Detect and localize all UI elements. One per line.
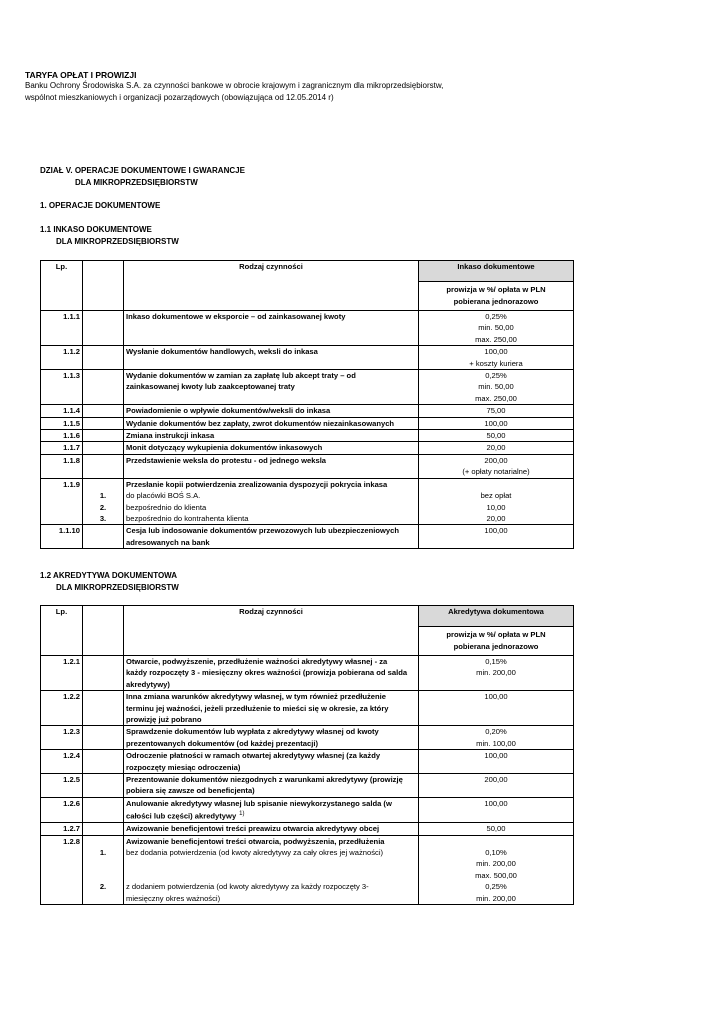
row-lp: 1.2.5: [41, 774, 83, 798]
row-fee: [419, 691, 574, 726]
text-line: 100,00: [484, 347, 508, 357]
row-lp: 1.1.10: [41, 525, 83, 549]
text-line: z dodaniem potwierdzenia (od kwoty akredytywy za każdy rozpoczęty 3-: [126, 882, 369, 892]
table-row: [41, 346, 574, 370]
row-sub: [83, 774, 124, 798]
row-sub-number: 2.: [83, 502, 124, 513]
text-line: 200,00: [484, 775, 508, 785]
text-line: Otwarcie, podwyższenie, przedłużenie ważności akredytywy własnej - za: [126, 657, 388, 666]
row-sub: [83, 454, 124, 478]
row-desc: [124, 726, 419, 750]
row-fee: [419, 442, 574, 454]
text-line: min. 50,00: [478, 323, 514, 333]
row-lp: 1.1.5: [41, 417, 83, 429]
col-desc-header: Rodzaj czynności: [124, 606, 419, 656]
row-sub-number: 1.: [83, 847, 124, 881]
text-line: Wysłanie dokumentów handlowych, weksli do inkasa: [126, 347, 318, 357]
row-fee: 20,00: [419, 513, 574, 525]
text-line: bez dodania potwierdzenia (od kwoty akredytywy za cały okres jej ważności): [126, 848, 384, 858]
text-line: max. 500,00: [475, 870, 517, 880]
text-line: (+ opłaty notarialne): [462, 467, 530, 477]
text-line: Cesja lub indosowanie dokumentów przewozowych lub ubezpieczeniowych: [126, 526, 399, 536]
row-sub: [83, 525, 124, 549]
text-line: max. 250,00: [475, 393, 517, 403]
row-desc: bezpośrednio do kontrahenta klienta: [124, 513, 419, 525]
row-lp: 1.1.4: [41, 405, 83, 417]
row-lp: 1.2.7: [41, 823, 83, 835]
row-fee: [419, 823, 574, 835]
row-desc: [124, 405, 419, 417]
row-fee: [419, 370, 574, 405]
tariff-subtitle-line-2: wspólnot mieszkaniowych i organizacji pozarządowych (obowiązująca od 12.05.2014 r): [25, 93, 334, 102]
row-desc: [124, 417, 419, 429]
text-line: Przedstawienie weksla do protestu - od jednego weksla: [126, 455, 327, 465]
row-fee: [419, 726, 574, 750]
row-desc: [124, 454, 419, 478]
row-lp: 1.1.7: [41, 442, 83, 454]
row-sub: [83, 835, 124, 847]
text-line: akredytywy): [126, 679, 170, 689]
row-desc: [124, 691, 419, 726]
text-line: rozpoczęty miesiąc odroczenia): [126, 762, 241, 772]
text-line: 200,00: [484, 455, 508, 465]
text-line: Inna zmiana warunków akredytywy własnej, w tym również przedłużenie: [126, 692, 386, 702]
table-row: [41, 726, 574, 750]
row-sub: [83, 656, 124, 691]
col-fee-header: Inkaso dokumentowe: [419, 261, 574, 282]
row-desc: [124, 346, 419, 370]
row-fee: [419, 405, 574, 417]
text-line: prowizję już pobrano: [126, 715, 202, 725]
row-lp: 1.2.4: [41, 750, 83, 774]
text-line: 100,00: [484, 526, 508, 536]
row-fee: [419, 346, 574, 370]
table-row: [41, 823, 574, 835]
text-line: Sprawdzenie dokumentów lub wypłata z akredytywy własnej od kwoty: [126, 727, 379, 737]
row-sub-number: 3.: [83, 513, 124, 525]
text-line: 100,00: [484, 418, 508, 428]
text-line: min. 200,00: [476, 893, 516, 903]
row-desc: [124, 656, 419, 691]
text-line: zainkasowanej kwoty lub zaakceptowanej traty: [126, 382, 295, 392]
text-line: Awizowanie beneficjentowi treści preawizu otwarcia akredytywy obcej: [126, 824, 380, 834]
col-lp-header: Lp.: [41, 606, 83, 656]
row-sub: [83, 346, 124, 370]
division-subtitle: DLA MIKROPRZEDSIĘBIORSTW: [75, 178, 198, 187]
row-lp: 1.2.3: [41, 726, 83, 750]
row-lp: 1.1.6: [41, 430, 83, 442]
row-desc: do placówki BOŚ S.A.: [124, 490, 419, 501]
col-fee-subheader: prowizja w %/ opłata w PLN pobierana jednorazowo: [419, 282, 574, 311]
text-line: Zmiana instrukcji inkasa: [126, 431, 215, 441]
table-row: [41, 311, 574, 346]
text-line: Wydanie dokumentów bez zapłaty, zwrot dokumentów niezainkasowanych: [126, 418, 395, 428]
row-sub: [83, 691, 124, 726]
row-fee: [419, 881, 574, 904]
text-line: 0,25%: [485, 882, 507, 892]
row-sub: [83, 417, 124, 429]
row-fee: [419, 454, 574, 478]
text-line: terminu jej ważności, jeżeli przedłużenie to mieści się w okresie, za który: [126, 703, 389, 713]
row-sub-number: 2.: [83, 881, 124, 904]
row-desc: [124, 442, 419, 454]
row-fee: [419, 478, 574, 490]
text-line: adresowanych na bank: [126, 537, 210, 547]
row-sub: [83, 797, 124, 822]
row-desc: [124, 370, 419, 405]
tariff-title: TARYFA OPŁAT I PROWIZJI: [25, 70, 137, 80]
table-row: [41, 835, 574, 847]
row-desc: [124, 525, 419, 549]
text-line: miesięczny okres ważności): [126, 893, 221, 903]
text-line: każdy rozpoczęty 3 - miesięczny okres ważności (prowizja pobierana od salda: [126, 668, 408, 678]
text-line: 0,10%: [485, 848, 507, 858]
table-row: [41, 370, 574, 405]
table-row: [41, 750, 574, 774]
text-line: Prezentowanie dokumentów niezgodnych z warunkami akredytywy (prowizję: [126, 775, 403, 785]
table-row: [41, 525, 574, 549]
text-line: 50,00: [486, 824, 506, 834]
subsection-1-1-title: 1.1 INKASO DOKUMENTOWE: [40, 225, 152, 234]
text-line: 0,25%: [485, 371, 507, 381]
text-line: min. 200,00: [476, 859, 516, 869]
text-line: 100,00: [484, 798, 508, 808]
row-lp: 1.1.9: [41, 478, 83, 525]
row-desc: bezpośrednio do klienta: [124, 502, 419, 513]
table-row: [41, 774, 574, 798]
row-lp: 1.1.8: [41, 454, 83, 478]
text-line: Anulowanie akredytywy własnej lub spisanie niewykorzystanego salda (w: [126, 798, 392, 808]
row-sub: [83, 823, 124, 835]
row-sub: [83, 311, 124, 346]
table-row: [41, 502, 574, 513]
text-line: prezentowanych dokumentów (od każdej prezentacji): [126, 738, 318, 748]
row-desc: [124, 311, 419, 346]
text-line: min. 100,00: [476, 738, 516, 748]
table-row: [41, 490, 574, 501]
row-fee: [419, 417, 574, 429]
text-line: 75,00: [486, 406, 506, 416]
row-desc: [124, 430, 419, 442]
row-fee: [419, 797, 574, 822]
table-row: [41, 881, 574, 904]
table-row: [41, 442, 574, 454]
col-fee-subheader: prowizja w %/ opłata w PLN pobierana jednorazowo: [419, 627, 574, 656]
row-fee: 10,00: [419, 502, 574, 513]
row-sub: [83, 405, 124, 417]
row-fee: [419, 847, 574, 881]
row-fee: [419, 774, 574, 798]
subsection-1-2-title: 1.2 AKREDYTYWA DOKUMENTOWA: [40, 571, 178, 580]
akredytywa-table: [40, 605, 574, 905]
text-line: Inkaso dokumentowe w eksporcie – od zainkasowanej kwoty: [126, 312, 346, 321]
row-lp: 1.2.1: [41, 656, 83, 691]
row-lp: 1.2.6: [41, 797, 83, 822]
text-line: min. 50,00: [478, 382, 514, 392]
text-line: Wydanie dokumentów w zamian za zapłatę lub akcept traty – od: [126, 371, 356, 381]
text-line: + koszty kuriera: [469, 358, 523, 368]
col-sub-header: [83, 261, 124, 311]
row-fee: [419, 430, 574, 442]
row-desc: [124, 774, 419, 798]
text-line: 20,00: [486, 443, 506, 453]
table-row: [41, 513, 574, 525]
col-sub-header: [83, 606, 124, 656]
text-line: 100,00: [484, 692, 508, 702]
col-fee-header: Akredytywa dokumentowa: [419, 606, 574, 627]
row-fee: bez opłat: [419, 490, 574, 501]
col-lp-header: Lp.: [41, 261, 83, 311]
row-sub: [83, 370, 124, 405]
row-fee: [419, 311, 574, 346]
text-line: Odroczenie płatności w ramach otwartej akredytywy własnej (za każdy: [126, 751, 381, 761]
table-row: [41, 405, 574, 417]
text-line: pobiera się zawsze od beneficjenta): [126, 786, 255, 796]
text-line: 0,15%: [485, 657, 507, 666]
text-line: Powiadomienie o wpływie dokumentów/weksli do inkasa: [126, 406, 331, 416]
table-row: [41, 417, 574, 429]
row-sub-number: 1.: [83, 490, 124, 501]
inkaso-table: [40, 260, 574, 549]
row-lp: 1.1.2: [41, 346, 83, 370]
row-desc: [124, 823, 419, 835]
row-sub: [83, 750, 124, 774]
row-sub: [83, 478, 124, 490]
text-line: 100,00: [484, 751, 508, 761]
row-desc: [124, 847, 419, 881]
table-row: [41, 691, 574, 726]
text-line: min. 200,00: [476, 668, 516, 678]
table-row: [41, 430, 574, 442]
row-desc: [124, 750, 419, 774]
section-1-title: 1. OPERACJE DOKUMENTOWE: [40, 201, 161, 210]
table-row: [41, 454, 574, 478]
text-line: 50,00: [486, 431, 506, 441]
row-lp: 1.2.8: [41, 835, 83, 904]
row-sub: [83, 430, 124, 442]
text-line: Monit dotyczący wykupienia dokumentów inkasowych: [126, 443, 323, 453]
row-lp: 1.2.2: [41, 691, 83, 726]
row-fee: [419, 835, 574, 847]
row-fee: [419, 525, 574, 549]
subsection-1-1-subtitle: DLA MIKROPRZEDSIĘBIORSTW: [56, 237, 179, 246]
division-title: DZIAŁ V. OPERACJE DOKUMENTOWE I GWARANCJE: [40, 166, 245, 175]
text-line: max. 250,00: [475, 334, 517, 344]
row-fee: [419, 750, 574, 774]
footnote-marker: 1): [239, 811, 245, 818]
table-row: [41, 478, 574, 490]
row-lp: 1.1.1: [41, 311, 83, 346]
row-desc: [124, 881, 419, 904]
table-row: [41, 847, 574, 881]
row-sub: [83, 726, 124, 750]
text-line: 0,20%: [485, 727, 507, 737]
text-line: 0,25%: [485, 312, 507, 321]
table-row: [41, 797, 574, 822]
subsection-1-2-subtitle: DLA MIKROPRZEDSIĘBIORSTW: [56, 583, 179, 592]
row-sub: [83, 442, 124, 454]
text-line: całości lub części) akredytywy: [126, 811, 237, 821]
row-desc: Awizowanie beneficjentowi treści otwarcia, podwyższenia, przedłużenia: [124, 835, 419, 847]
tariff-subtitle-line-1: Banku Ochrony Środowiska S.A. za czynności bankowe w obrocie krajowym i zagranicznym dla mikroprzedsiębiorstw,: [25, 81, 444, 90]
row-fee: [419, 656, 574, 691]
row-lp: 1.1.3: [41, 370, 83, 405]
table-row: [41, 656, 574, 691]
col-desc-header: Rodzaj czynności: [124, 261, 419, 311]
row-desc: Przesłanie kopii potwierdzenia zrealizowania dyspozycji pokrycia inkasa: [124, 478, 419, 490]
row-desc: [124, 797, 419, 822]
